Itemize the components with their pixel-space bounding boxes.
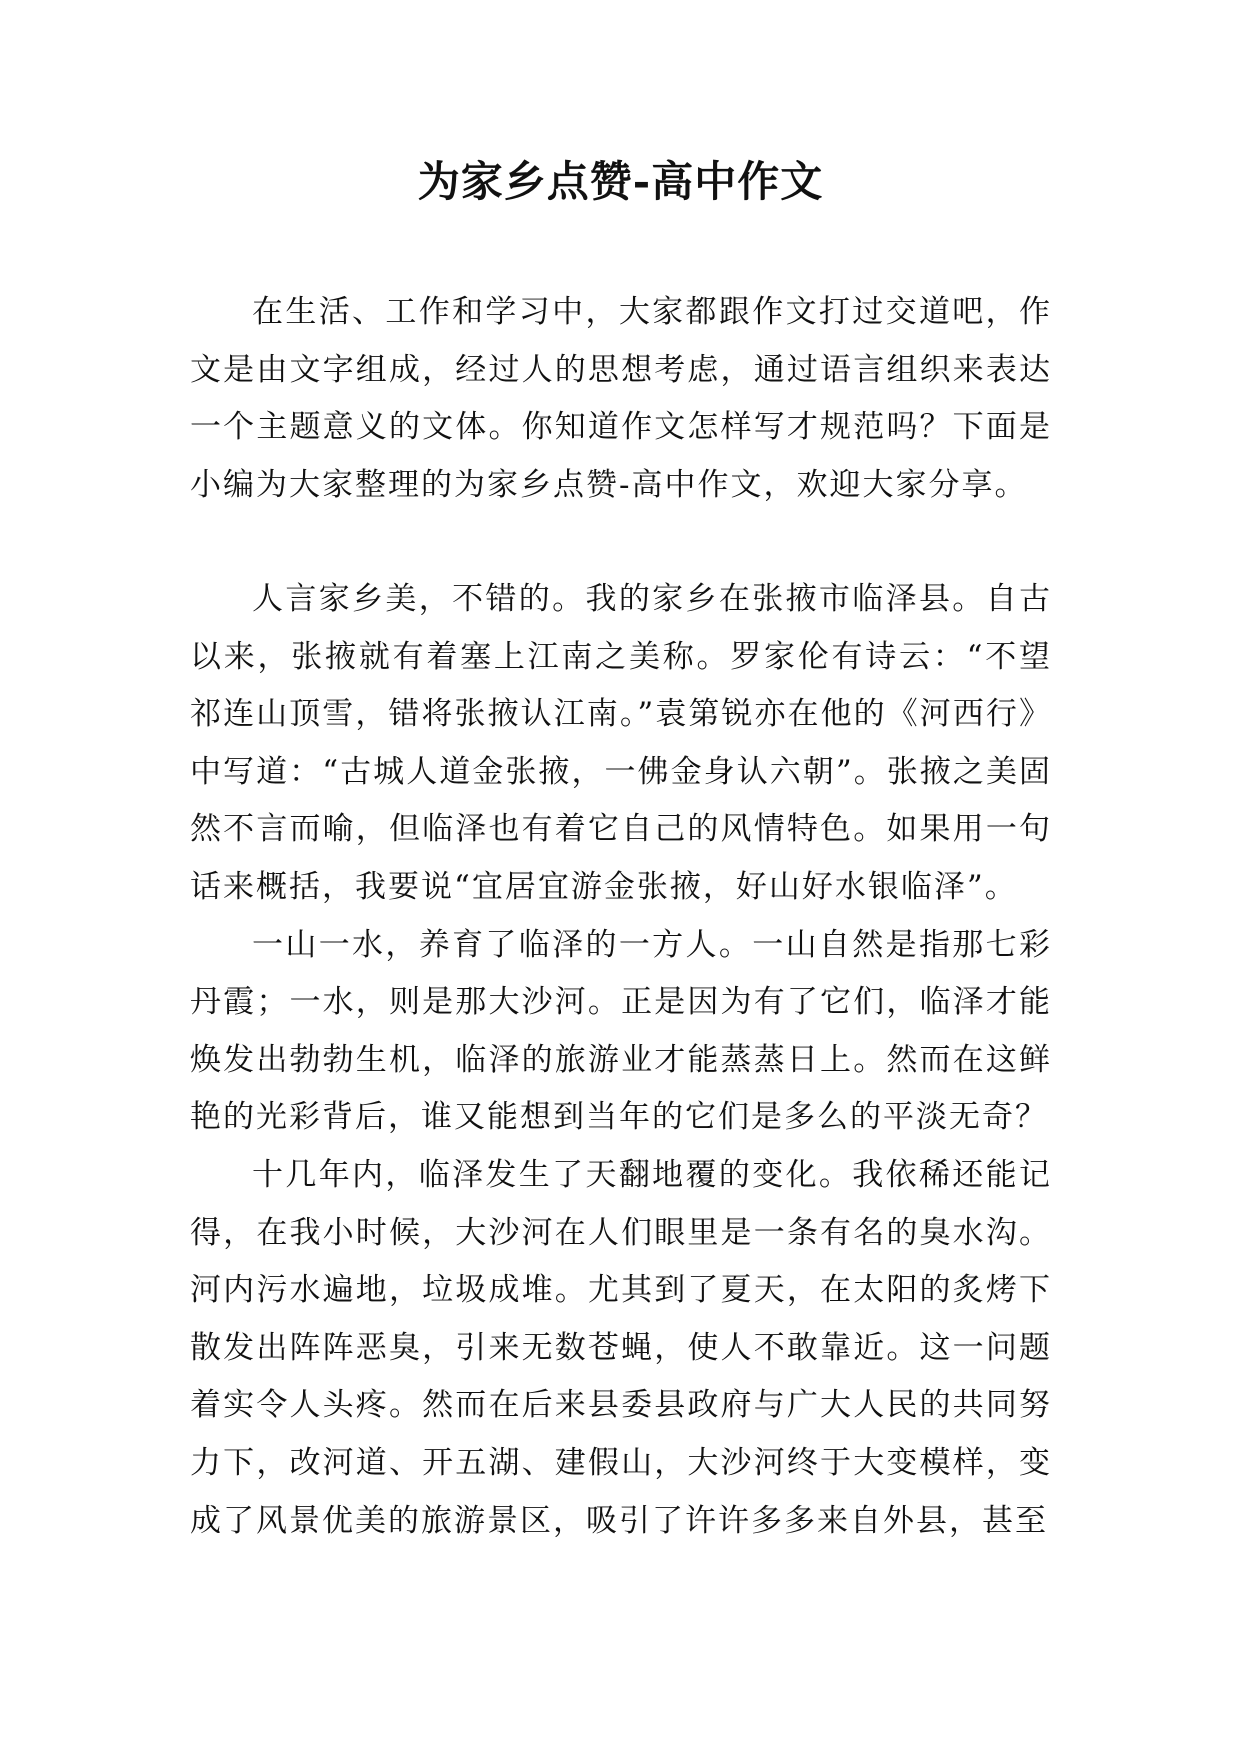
essay-paragraph-1: 人言家乡美，不错的。我的家乡在张掖市临泽县。自古以来，张掖就有着塞上江南之美称。罗家伦有诗云：“不望祁连山顶雪，错将张掖认江南。”袁第锐亦在他的《河西行》中写道：“古城人道金张掖，一佛金身认六朝”。张掖之美固然不言而喻，但临泽也有着它自己的风情特色。如果用一句话来概括，我要说“宜居宜游金张掖，好山好水银临泽”。 <box>190 581 1052 905</box>
document-title: 为家乡点赞-高中作文 <box>417 157 824 206</box>
intro-paragraph: 在生活、工作和学习中，大家都跟作文打过交道吧，作文是由文字组成，经过人的思想考虑，通过语言组织来表达一个主题意义的文体。你知道作文怎样写才规范吗？下面是小编为大家整理的为家乡点赞-高中作文，欢迎大家分享。 <box>190 294 1052 503</box>
essay-paragraph-2: 一山一水，养育了临泽的一方人。一山自然是指那七彩丹霞；一水，则是那大沙河。正是因为有了它们，临泽才能焕发出勃勃生机，临泽的旅游业才能蒸蒸日上。然而在这鲜艳的光彩背后，谁又能想到当年的它们是多么的平淡无奇？ <box>190 926 1052 1136</box>
essay-paragraph-3: 十几年内，临泽发生了天翻地覆的变化。我依稀还能记得，在我小时候，大沙河在人们眼里是一条有名的臭水沟。河内污水遍地，垃圾成堆。尤其到了夏天，在太阳的炙烤下散发出阵阵恶臭，引来无数苍蝇，使人不敢靠近。这一问题着实令人头疼。然而在后来县委县政府与广大人民的共同努力下，改河道、开五湖、建假山，大沙河终于大变模样，变成了风景优美的旅游景区，吸引了许许多多来自外县，甚至 <box>190 1156 1052 1539</box>
intro-section <box>190 284 1052 514</box>
essay-body <box>190 571 1052 1550</box>
